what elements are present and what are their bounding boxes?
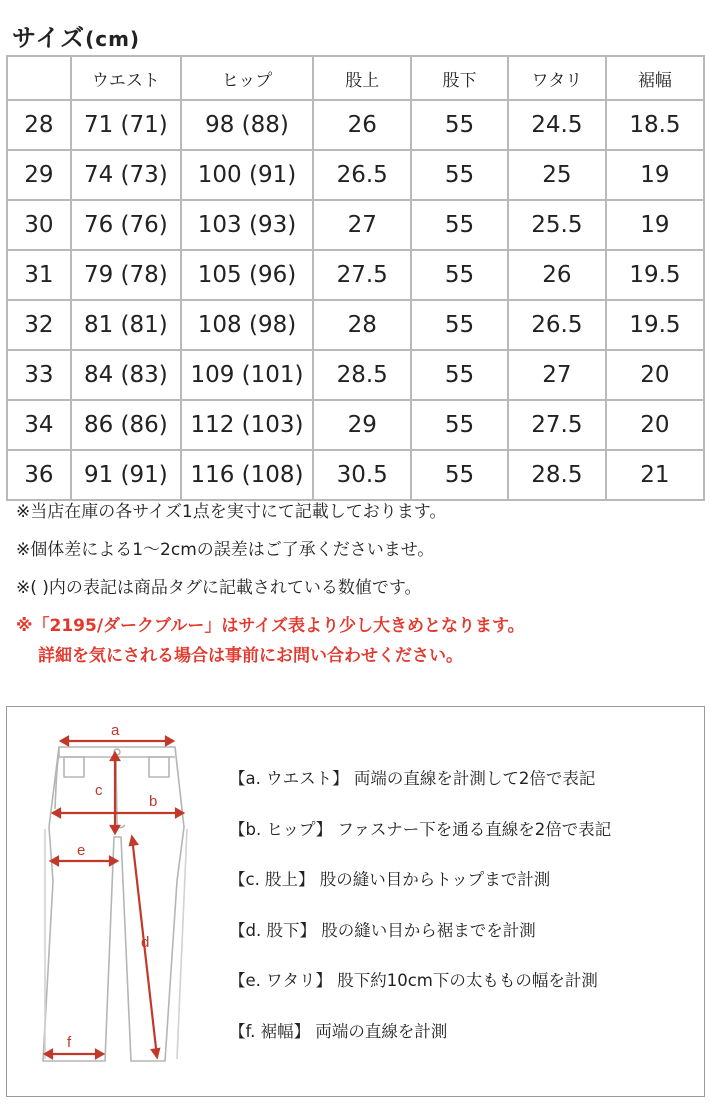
table-cell: 55 [411, 400, 508, 450]
table-cell: 84 (83) [71, 350, 181, 400]
size-cell: 33 [7, 350, 71, 400]
title-text: サイズ [12, 24, 86, 52]
legend-item-rise: 【c. 股上】 股の縫い目からトップまで計測 [229, 870, 551, 889]
jeans-outline [43, 747, 184, 1061]
notes [16, 499, 525, 681]
jeans-coin-pocket [149, 757, 169, 777]
table-cell: 55 [411, 350, 508, 400]
table-cell: 71 (71) [71, 100, 181, 150]
table-cell: 55 [411, 250, 508, 300]
table-cell: 112 (103) [181, 400, 313, 450]
table-cell: 19.5 [606, 300, 704, 350]
table-cell: 27 [508, 350, 606, 400]
table-row [7, 100, 704, 150]
size-cell: 34 [7, 400, 71, 450]
table-cell: 19 [606, 150, 704, 200]
table-cell: 55 [411, 100, 508, 150]
table-cell: 55 [411, 200, 508, 250]
header-cell-empty [7, 56, 71, 100]
arrow-head [53, 809, 60, 817]
header-cell-waist: ウエスト [71, 56, 181, 100]
note-line: ※当店在庫の各サイズ1点を実寸にて記載しております。 [16, 502, 447, 522]
legend-item-hem: 【f. 裾幅】 両端の直線を計測 [229, 1021, 448, 1041]
size-cell: 32 [7, 300, 71, 350]
size-cell: 28 [7, 100, 71, 150]
table-row [7, 200, 704, 250]
table-cell: 27.5 [508, 400, 606, 450]
table-cell: 26.5 [313, 150, 411, 200]
jeans-fly [116, 757, 125, 828]
legend-item-inseam: 【d. 股下】 股の縫い目から裾までを計測 [229, 920, 536, 940]
table-cell: 28.5 [313, 350, 411, 400]
note-warning-detail: 詳細を気にされる場合は事前にお問い合わせください。 [38, 646, 463, 666]
table-header-row [7, 56, 704, 100]
size-cell: 29 [7, 150, 71, 200]
jeans-inner-seam [45, 829, 187, 1059]
table-cell: 98 (88) [181, 100, 313, 150]
table-cell: 27.5 [313, 250, 411, 300]
arrow-head [96, 1050, 103, 1058]
page-title [12, 18, 140, 53]
size-table [6, 55, 705, 501]
legend-item-hip: 【b. ヒップ】 ファスナー下を通る直線を2倍で表記 [229, 819, 612, 839]
table-cell: 55 [411, 150, 508, 200]
size-cell: 30 [7, 200, 71, 250]
table-cell: 116 (108) [181, 450, 313, 500]
table-cell: 29 [313, 400, 411, 450]
arrow-head [110, 857, 117, 865]
measurement-legend [229, 766, 611, 1069]
table-cell: 27 [313, 200, 411, 250]
table-cell: 100 (91) [181, 150, 313, 200]
header-cell-thigh: ワタリ [508, 56, 606, 100]
table-cell: 28 [313, 300, 411, 350]
label-e: e [77, 842, 86, 859]
table-cell: 79 (78) [71, 250, 181, 300]
table-cell: 25.5 [508, 200, 606, 250]
table-cell: 55 [411, 300, 508, 350]
arrow-head [152, 1049, 159, 1057]
arrow-head [111, 826, 119, 833]
table-cell: 86 (86) [71, 400, 181, 450]
table-cell: 108 (98) [181, 300, 313, 350]
table-cell: 55 [411, 450, 508, 500]
table-row [7, 450, 704, 500]
table-cell: 26 [313, 100, 411, 150]
table-row [7, 400, 704, 450]
arrow-head [61, 737, 68, 745]
label-d: d [141, 934, 150, 951]
size-cell: 36 [7, 450, 71, 500]
label-b: b [149, 793, 158, 810]
arrow-head [130, 837, 137, 845]
table-cell: 25 [508, 150, 606, 200]
note-line: ※個体差による1〜2cmの誤差はご了承くださいませ。 [16, 540, 435, 560]
note-warning: ※「2195/ダークブルー」はサイズ表より少し大きめとなります。 [16, 616, 525, 636]
size-cell: 31 [7, 250, 71, 300]
table-row [7, 250, 704, 300]
header-cell-inseam: 股下 [411, 56, 508, 100]
arrow-head [45, 1050, 52, 1058]
table-cell: 109 (101) [181, 350, 313, 400]
table-cell: 26 [508, 250, 606, 300]
label-f: f [67, 1034, 72, 1051]
table-cell: 30.5 [313, 450, 411, 500]
table-cell: 19.5 [606, 250, 704, 300]
table-cell: 18.5 [606, 100, 704, 150]
arrow-head [166, 737, 173, 745]
jeans-diagram [37, 719, 197, 1079]
note-line: ※( )内の表記は商品タグに記載されている数値です。 [16, 578, 422, 598]
table-cell: 105 (96) [181, 250, 313, 300]
legend-item-thigh: 【e. ワタリ】 股下約10cm下の太ももの幅を計測 [229, 971, 598, 990]
table-cell: 19 [606, 200, 704, 250]
table-cell: 28.5 [508, 450, 606, 500]
table-cell: 26.5 [508, 300, 606, 350]
legend-item-waist: 【a. ウエスト】 両端の直線を計測して2倍で表記 [229, 769, 596, 788]
table-cell: 20 [606, 400, 704, 450]
title-unit: (cm) [85, 27, 141, 51]
table-cell: 91 (91) [71, 450, 181, 500]
table-cell: 103 (93) [181, 200, 313, 250]
header-cell-hip: ヒップ [181, 56, 313, 100]
label-a: a [111, 722, 120, 739]
table-cell: 76 (76) [71, 200, 181, 250]
table-row [7, 300, 704, 350]
table-cell: 81 (81) [71, 300, 181, 350]
table-row [7, 350, 704, 400]
table-cell: 20 [606, 350, 704, 400]
table-cell: 74 (73) [71, 150, 181, 200]
table-cell: 24.5 [508, 100, 606, 150]
table-row [7, 150, 704, 200]
label-c: c [95, 782, 103, 799]
jeans-front-pocket [64, 757, 84, 777]
header-cell-hem: 裾幅 [606, 56, 704, 100]
table-cell: 21 [606, 450, 704, 500]
header-cell-rise: 股上 [313, 56, 411, 100]
